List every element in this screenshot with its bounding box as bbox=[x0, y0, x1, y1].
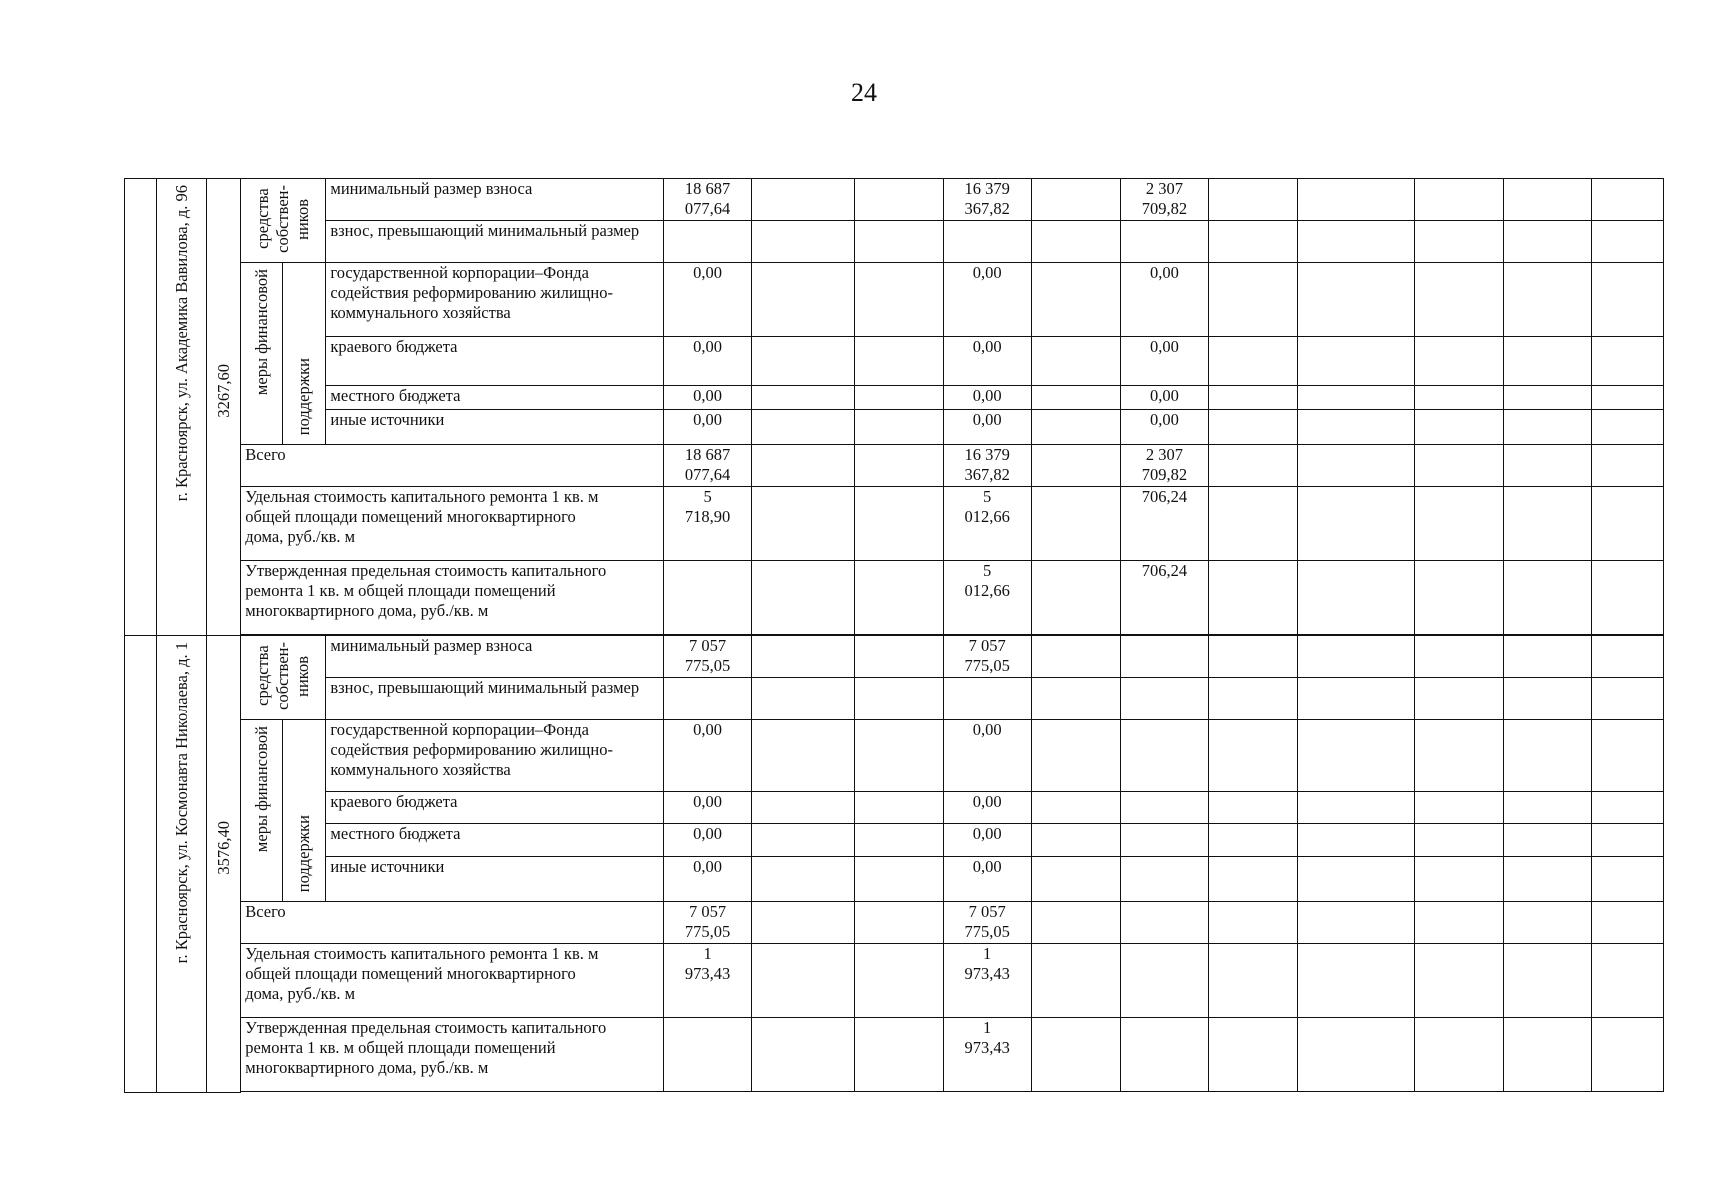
owners-funds-group: средства собствен- ников bbox=[241, 636, 326, 720]
blank-cell bbox=[125, 636, 157, 1093]
table-row bbox=[125, 902, 1664, 944]
row-label: минимальный размер взноса bbox=[326, 179, 664, 221]
house-address: г. Красноярск, ул. Академика Вавилова, д. 96 bbox=[157, 179, 207, 636]
table-row bbox=[125, 857, 1664, 902]
table-row bbox=[125, 824, 1664, 857]
total-value: 0,00 bbox=[664, 857, 752, 902]
table-row bbox=[125, 221, 1664, 263]
row-label: государственной корпорации–Фонда содействия реформированию жилищно- коммунального хозяйства bbox=[326, 263, 664, 337]
row-label: минимальный размер взноса bbox=[326, 636, 664, 678]
row-label: иные источники bbox=[326, 410, 664, 445]
row-label: государственной корпорации–Фонда содействия реформированию жилищно- коммунального хозяйства bbox=[326, 720, 664, 791]
value-cell: 2 307 709,82 bbox=[1120, 445, 1208, 487]
row-label: Утвержденная предельная стоимость капитального ремонта 1 кв. м общей площади помещений многоквартирного дома, руб./кв. м bbox=[241, 561, 664, 635]
total-value: 18 687 077,64 bbox=[664, 445, 752, 487]
house-area: 3576,40 bbox=[207, 636, 241, 1093]
value-cell: 0,00 bbox=[943, 824, 1031, 857]
value-cell: 5 012,66 bbox=[943, 561, 1031, 635]
row-label: местного бюджета bbox=[326, 824, 664, 857]
total-value: 7 057 775,05 bbox=[664, 636, 752, 678]
value-cell: 0,00 bbox=[943, 720, 1031, 791]
table-row bbox=[125, 561, 1664, 635]
total-value: 0,00 bbox=[664, 791, 752, 824]
total-value: 0,00 bbox=[664, 336, 752, 385]
total-value: 0,00 bbox=[664, 410, 752, 445]
row-label: иные источники bbox=[326, 857, 664, 902]
total-value: 1 973,43 bbox=[664, 944, 752, 1018]
blank-cell bbox=[125, 179, 157, 636]
value-cell: 706,24 bbox=[1120, 561, 1208, 635]
value-cell: 0,00 bbox=[1120, 385, 1208, 410]
table-row bbox=[125, 487, 1664, 561]
total-value: 0,00 bbox=[664, 385, 752, 410]
value-cell: 16 379 367,82 bbox=[943, 179, 1031, 221]
value-cell: 0,00 bbox=[1120, 410, 1208, 445]
value-cell: 0,00 bbox=[1120, 336, 1208, 385]
page-number: 24 bbox=[851, 78, 877, 107]
value-cell: 0,00 bbox=[943, 336, 1031, 385]
table-row bbox=[125, 636, 1664, 678]
financial-support-group-2: поддержки bbox=[283, 263, 326, 445]
value-cell: 2 307 709,82 bbox=[1120, 179, 1208, 221]
financial-support-group-2: поддержки bbox=[283, 720, 326, 902]
value-cell: 0,00 bbox=[943, 410, 1031, 445]
table-row bbox=[125, 678, 1664, 720]
house-area: 3267,60 bbox=[207, 179, 241, 636]
table-row bbox=[125, 791, 1664, 824]
financial-support-group: меры финансовой bbox=[241, 720, 283, 902]
row-label: взнос, превышающий минимальный размер bbox=[326, 678, 664, 720]
row-label: взнос, превышающий минимальный размер bbox=[326, 221, 664, 263]
value-cell: 0,00 bbox=[943, 791, 1031, 824]
row-label: местного бюджета bbox=[326, 385, 664, 410]
house-address: г. Красноярск, ул. Космонавта Николаева, д. 1 bbox=[157, 636, 207, 1093]
total-value: 0,00 bbox=[664, 720, 752, 791]
table-row bbox=[125, 336, 1664, 385]
total-value: 0,00 bbox=[664, 824, 752, 857]
total-value: 7 057 775,05 bbox=[664, 902, 752, 944]
total-value: 0,00 bbox=[664, 263, 752, 337]
owners-funds-group: средства собствен- ников bbox=[241, 179, 326, 263]
table-row bbox=[125, 445, 1664, 487]
value-cell: 16 379 367,82 bbox=[943, 445, 1031, 487]
row-label: краевого бюджета bbox=[326, 791, 664, 824]
capital-repair-cost-table bbox=[124, 178, 1664, 1093]
table-row bbox=[125, 1018, 1664, 1092]
row-label: Удельная стоимость капитального ремонта 1 кв. м общей площади помещений многоквартирного дома, руб./кв. м bbox=[241, 487, 664, 561]
value-cell: 7 057 775,05 bbox=[943, 636, 1031, 678]
financial-support-group: меры финансовой bbox=[241, 263, 283, 445]
total-value: 18 687 077,64 bbox=[664, 179, 752, 221]
total-value: 5 718,90 bbox=[664, 487, 752, 561]
value-cell: 0,00 bbox=[943, 857, 1031, 902]
table-row bbox=[125, 263, 1664, 337]
table-row bbox=[125, 944, 1664, 1018]
table-row bbox=[125, 179, 1664, 221]
table-row bbox=[125, 385, 1664, 410]
value-cell: 0,00 bbox=[943, 263, 1031, 337]
value-cell: 0,00 bbox=[1120, 263, 1208, 337]
table-row bbox=[125, 410, 1664, 445]
value-cell: 1 973,43 bbox=[943, 1018, 1031, 1092]
row-label: Всего bbox=[241, 445, 664, 487]
row-label: краевого бюджета bbox=[326, 336, 664, 385]
value-cell: 706,24 bbox=[1120, 487, 1208, 561]
value-cell: 0,00 bbox=[943, 385, 1031, 410]
value-cell: 5 012,66 bbox=[943, 487, 1031, 561]
table-row bbox=[125, 720, 1664, 791]
row-label: Удельная стоимость капитального ремонта 1 кв. м общей площади помещений многоквартирного дома, руб./кв. м bbox=[241, 944, 664, 1018]
value-cell: 1 973,43 bbox=[943, 944, 1031, 1018]
row-label: Утвержденная предельная стоимость капитального ремонта 1 кв. м общей площади помещений многоквартирного дома, руб./кв. м bbox=[241, 1018, 664, 1092]
row-label: Всего bbox=[241, 902, 664, 944]
value-cell: 7 057 775,05 bbox=[943, 902, 1031, 944]
